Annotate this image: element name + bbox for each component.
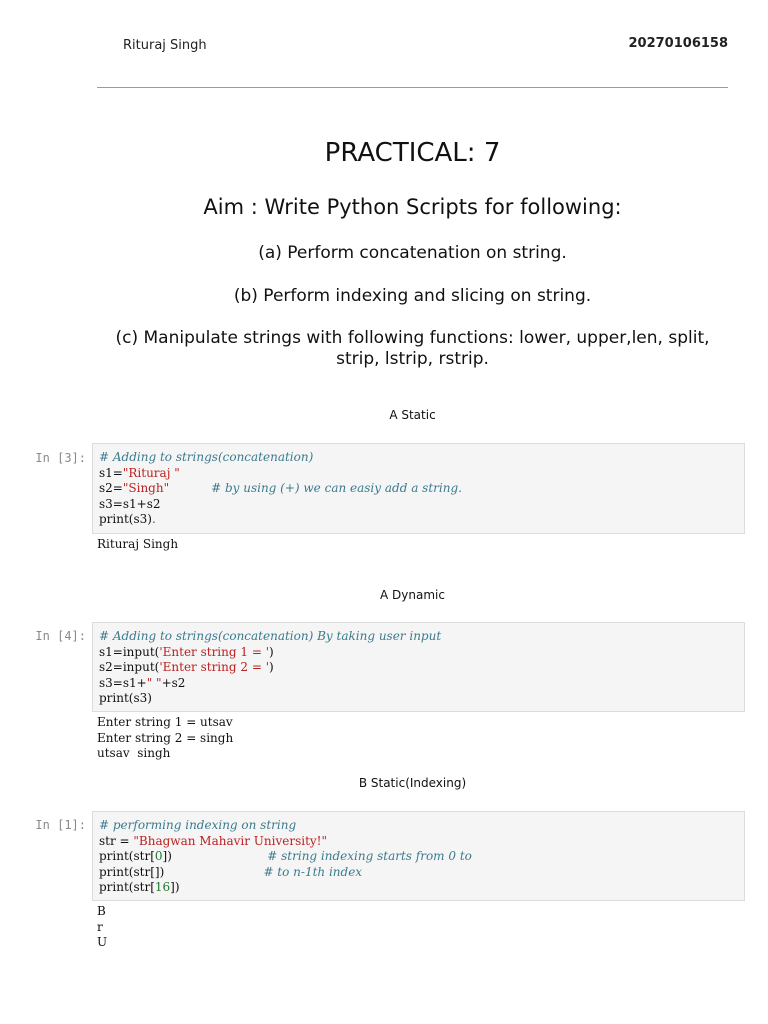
- code-comment: # Adding to strings(concatenation) By taking user input: [99, 629, 442, 643]
- code-cell-a-static[interactable]: [92, 443, 745, 534]
- code-comment: # by using (+) we can easiy add a string.: [211, 481, 462, 496]
- cell-output: [97, 904, 107, 951]
- code-token: s1=: [99, 465, 123, 480]
- code-comment: # Adding to strings(concatenation): [99, 450, 314, 464]
- output-line: r: [97, 919, 103, 934]
- header-divider: [97, 87, 728, 88]
- code-token: s3=s1+s2: [99, 496, 161, 511]
- code-token: s2=input(: [99, 660, 160, 675]
- code-string: "Bhagwan Mahavir University!": [133, 833, 328, 848]
- enrollment-number: 20270106158: [628, 36, 728, 51]
- aim-item-b: (b) Perform indexing and slicing on string.: [233, 286, 592, 306]
- code-token: s3=s1+: [99, 675, 147, 690]
- code-token: print(s3): [99, 512, 152, 527]
- code-cell-b-static[interactable]: [92, 811, 745, 901]
- code-token: ]): [170, 880, 180, 895]
- cell-prompt: In [3]:: [35, 451, 86, 465]
- output-line: Enter string 2 = singh: [97, 730, 234, 745]
- code-comment: # string indexing starts from 0 to: [267, 849, 472, 864]
- code-token: .: [151, 512, 156, 527]
- code-token: s1=input(: [99, 644, 160, 659]
- code-string: 'Enter string 2 = ': [159, 660, 269, 675]
- section-label-b-static: B Static(Indexing): [358, 776, 467, 790]
- code-token: print(s3): [99, 691, 152, 706]
- code-comment: # to n-1th index: [263, 864, 363, 879]
- aim-item-c: (c) Manipulate strings with following functions: lower, upper,len, split, strip, lstrip, rstrip.: [115, 328, 710, 369]
- code-string: " ": [146, 675, 162, 690]
- output-line: utsav singh: [97, 746, 171, 761]
- code-number: 16: [154, 880, 171, 895]
- cell-output: Rituraj Singh: [97, 537, 179, 551]
- output-line: Enter string 1 = utsav: [97, 715, 233, 729]
- code-string: 'Enter string 1 = ': [159, 644, 269, 659]
- code-number: 0: [154, 849, 163, 864]
- cell-prompt: In [1]:: [35, 818, 86, 832]
- section-label-a-static: A Static: [389, 408, 436, 422]
- cell-output: [97, 715, 233, 762]
- code-string: "Rituraj ": [122, 465, 180, 480]
- code-token: print(str[]): [99, 864, 165, 879]
- code-token: s2=: [99, 481, 123, 496]
- page-title: PRACTICAL: 7: [324, 138, 501, 168]
- cell-prompt: In [4]:: [35, 629, 86, 643]
- code-token: print(str[: [99, 849, 155, 864]
- output-line: B: [97, 904, 106, 918]
- code-cell-a-dynamic[interactable]: [92, 622, 745, 712]
- code-string: "Singh": [122, 481, 170, 496]
- code-token: +s2: [161, 675, 186, 690]
- code-token: ): [269, 660, 274, 675]
- aim-heading: Aim : Write Python Scripts for following:: [203, 195, 622, 219]
- section-label-a-dynamic: A Dynamic: [380, 588, 445, 602]
- code-token: ): [269, 644, 274, 659]
- code-token: str =: [99, 833, 134, 848]
- code-token: ]): [162, 849, 172, 864]
- code-token: print(str[: [99, 880, 155, 895]
- aim-item-a: (a) Perform concatenation on string.: [258, 243, 567, 263]
- output-line: U: [97, 935, 108, 950]
- author-name: Rituraj Singh: [123, 38, 207, 53]
- code-comment: # performing indexing on string: [99, 818, 297, 832]
